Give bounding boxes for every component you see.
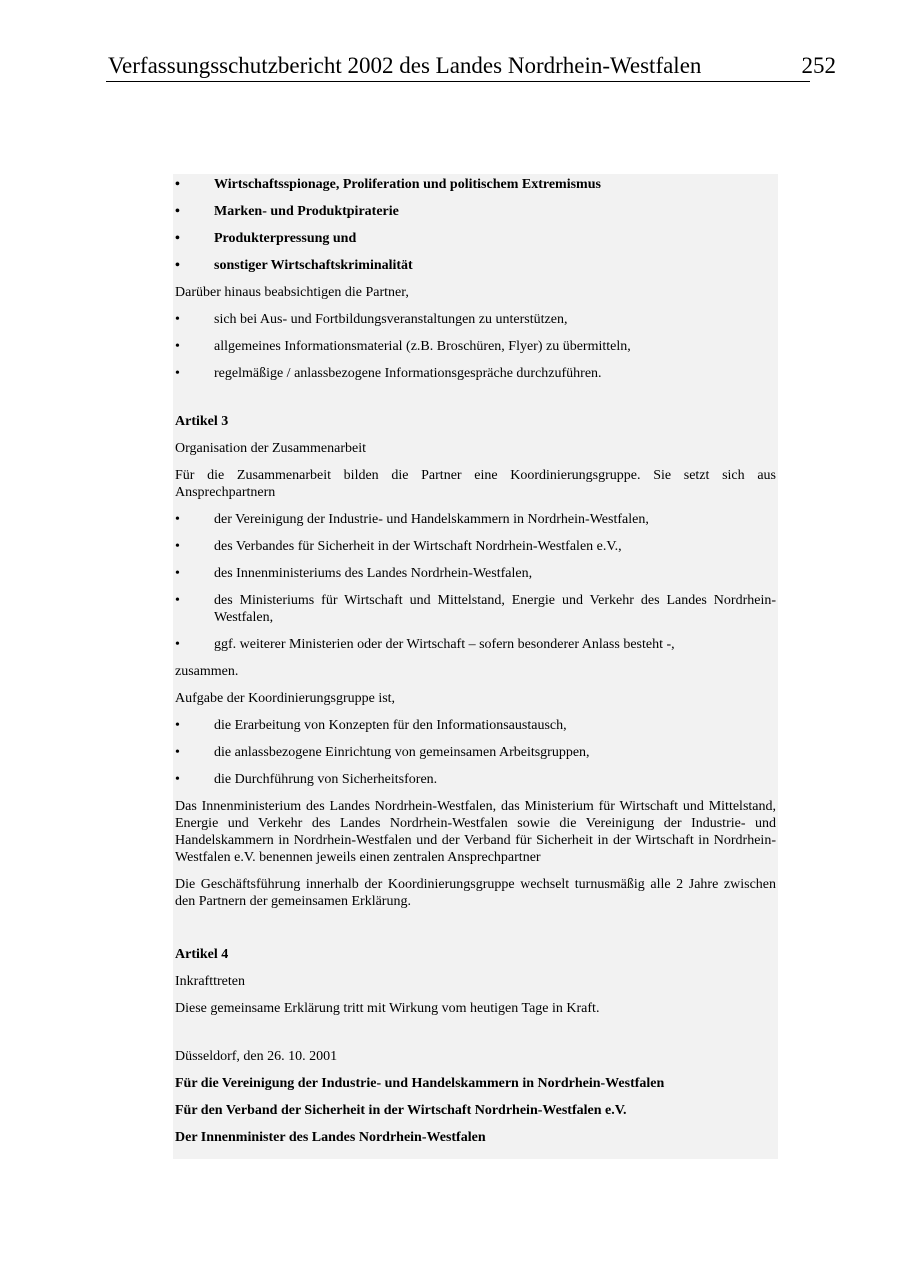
list-item: • Produkterpressung und [175,231,357,246]
list-item: • die anlassbezogene Einrichtung von gemeinsamen Arbeitsgruppen, [175,745,590,760]
bullet-icon: • [175,772,180,787]
bullet-icon: • [175,593,180,608]
artikel-4-heading: Artikel 4 [175,947,229,962]
header-title: Verfassungsschutzbericht 2002 des Landes Nordrhein-Westfalen [108,53,702,78]
list-item: • Marken- und Produktpiraterie [175,204,399,219]
list-item: • des Innenministeriums des Landes Nordrhein-Westfalen, [175,566,533,581]
bullet-icon: • [175,637,180,652]
place-date: Düsseldorf, den 26. 10. 2001 [175,1049,338,1064]
bullet-icon: • [175,745,180,760]
members-end: zusammen. [175,664,239,679]
artikel-4-subtitle: Inkrafttreten [175,974,245,989]
list-item: • ggf. weiterer Ministerien oder der Wirtschaft – sofern besonderer Anlass besteht -, [175,637,675,652]
document-body [175,174,776,1146]
list-item: • des Verbandes für Sicherheit in der Wirtschaft Nordrhein-Westfalen e.V., [175,539,622,554]
bullet-icon: • [175,258,180,273]
list-item: • die Erarbeitung von Konzepten für den Informationsaustausch, [175,718,567,733]
list-item: • Wirtschaftsspionage, Proliferation und politischem Extremismus [175,177,601,192]
tasks-intro: Aufgabe der Koordinierungsgruppe ist, [175,691,396,706]
bullet-icon: • [175,231,180,246]
bullet-icon: • [175,177,180,192]
partners-intro: Darüber hinaus beabsichtigen die Partner, [175,285,409,300]
list-item: • sich bei Aus- und Fortbildungsveranstaltungen zu unterstützen, [175,312,568,327]
bullet-icon: • [175,512,180,527]
bullet-icon: • [175,312,180,327]
signatory: Für den Verband der Sicherheit in der Wirtschaft Nordrhein-Westfalen e.V. [175,1103,627,1118]
list-item: • des Ministeriums für Wirtschaft und Mittelstand, Energie und Verkehr des Landes Nordrhein-Westfalen, [175,593,776,625]
bullet-icon: • [175,718,180,733]
artikel-3-heading: Artikel 3 [175,414,229,429]
bullet-icon: • [175,539,180,554]
signatory: Der Innenminister des Landes Nordrhein-Westfalen [175,1130,486,1145]
bullet-icon: • [175,204,180,219]
list-item: • der Vereinigung der Industrie- und Handelskammern in Nordrhein-Westfalen, [175,512,649,527]
artikel-3-paragraph-1: Das Innenministerium des Landes Nordrhein-Westfalen, das Ministerium für Wirtschaft und Mittelstand, Energie und Verkehr des Landes Nordrhein-Westfalen sowie die Vereinigung der Industrie- und Handelskammern in Nordrhein-Westfalen und der Verband für Sicherheit in der Wirtschaft in Nordrhein-Westfalen e.V. benennen jeweils einen zentralen Ansprechpartner [175,799,776,865]
artikel-4-text: Diese gemeinsame Erklärung tritt mit Wirkung vom heutigen Tage in Kraft. [175,1001,600,1016]
signatory: Für die Vereinigung der Industrie- und Handelskammern in Nordrhein-Westfalen [175,1076,665,1091]
list-item: • allgemeines Informationsmaterial (z.B. Broschüren, Flyer) zu übermitteln, [175,339,631,354]
list-item: • sonstiger Wirtschaftskriminalität [175,258,413,273]
list-item: • regelmäßige / anlassbezogene Informationsgespräche durchzuführen. [175,366,602,381]
artikel-3-subtitle: Organisation der Zusammenarbeit [175,441,367,456]
artikel-3-paragraph-2: Die Geschäftsführung innerhalb der Koordinierungsgruppe wechselt turnusmäßig alle 2 Jahre zwischen den Partnern der gemeinsamen Erklärung. [175,877,776,909]
header-rule [106,81,810,82]
page-header [106,52,836,82]
bullet-icon: • [175,366,180,381]
list-item: • die Durchführung von Sicherheitsforen. [175,772,438,787]
page-number: 252 [801,53,836,78]
bullet-icon: • [175,339,180,354]
artikel-3-intro: Für die Zusammenarbeit bilden die Partner eine Koordinierungsgruppe. Sie setzt sich aus Ansprechpartnern [175,468,776,500]
bullet-icon: • [175,566,180,581]
